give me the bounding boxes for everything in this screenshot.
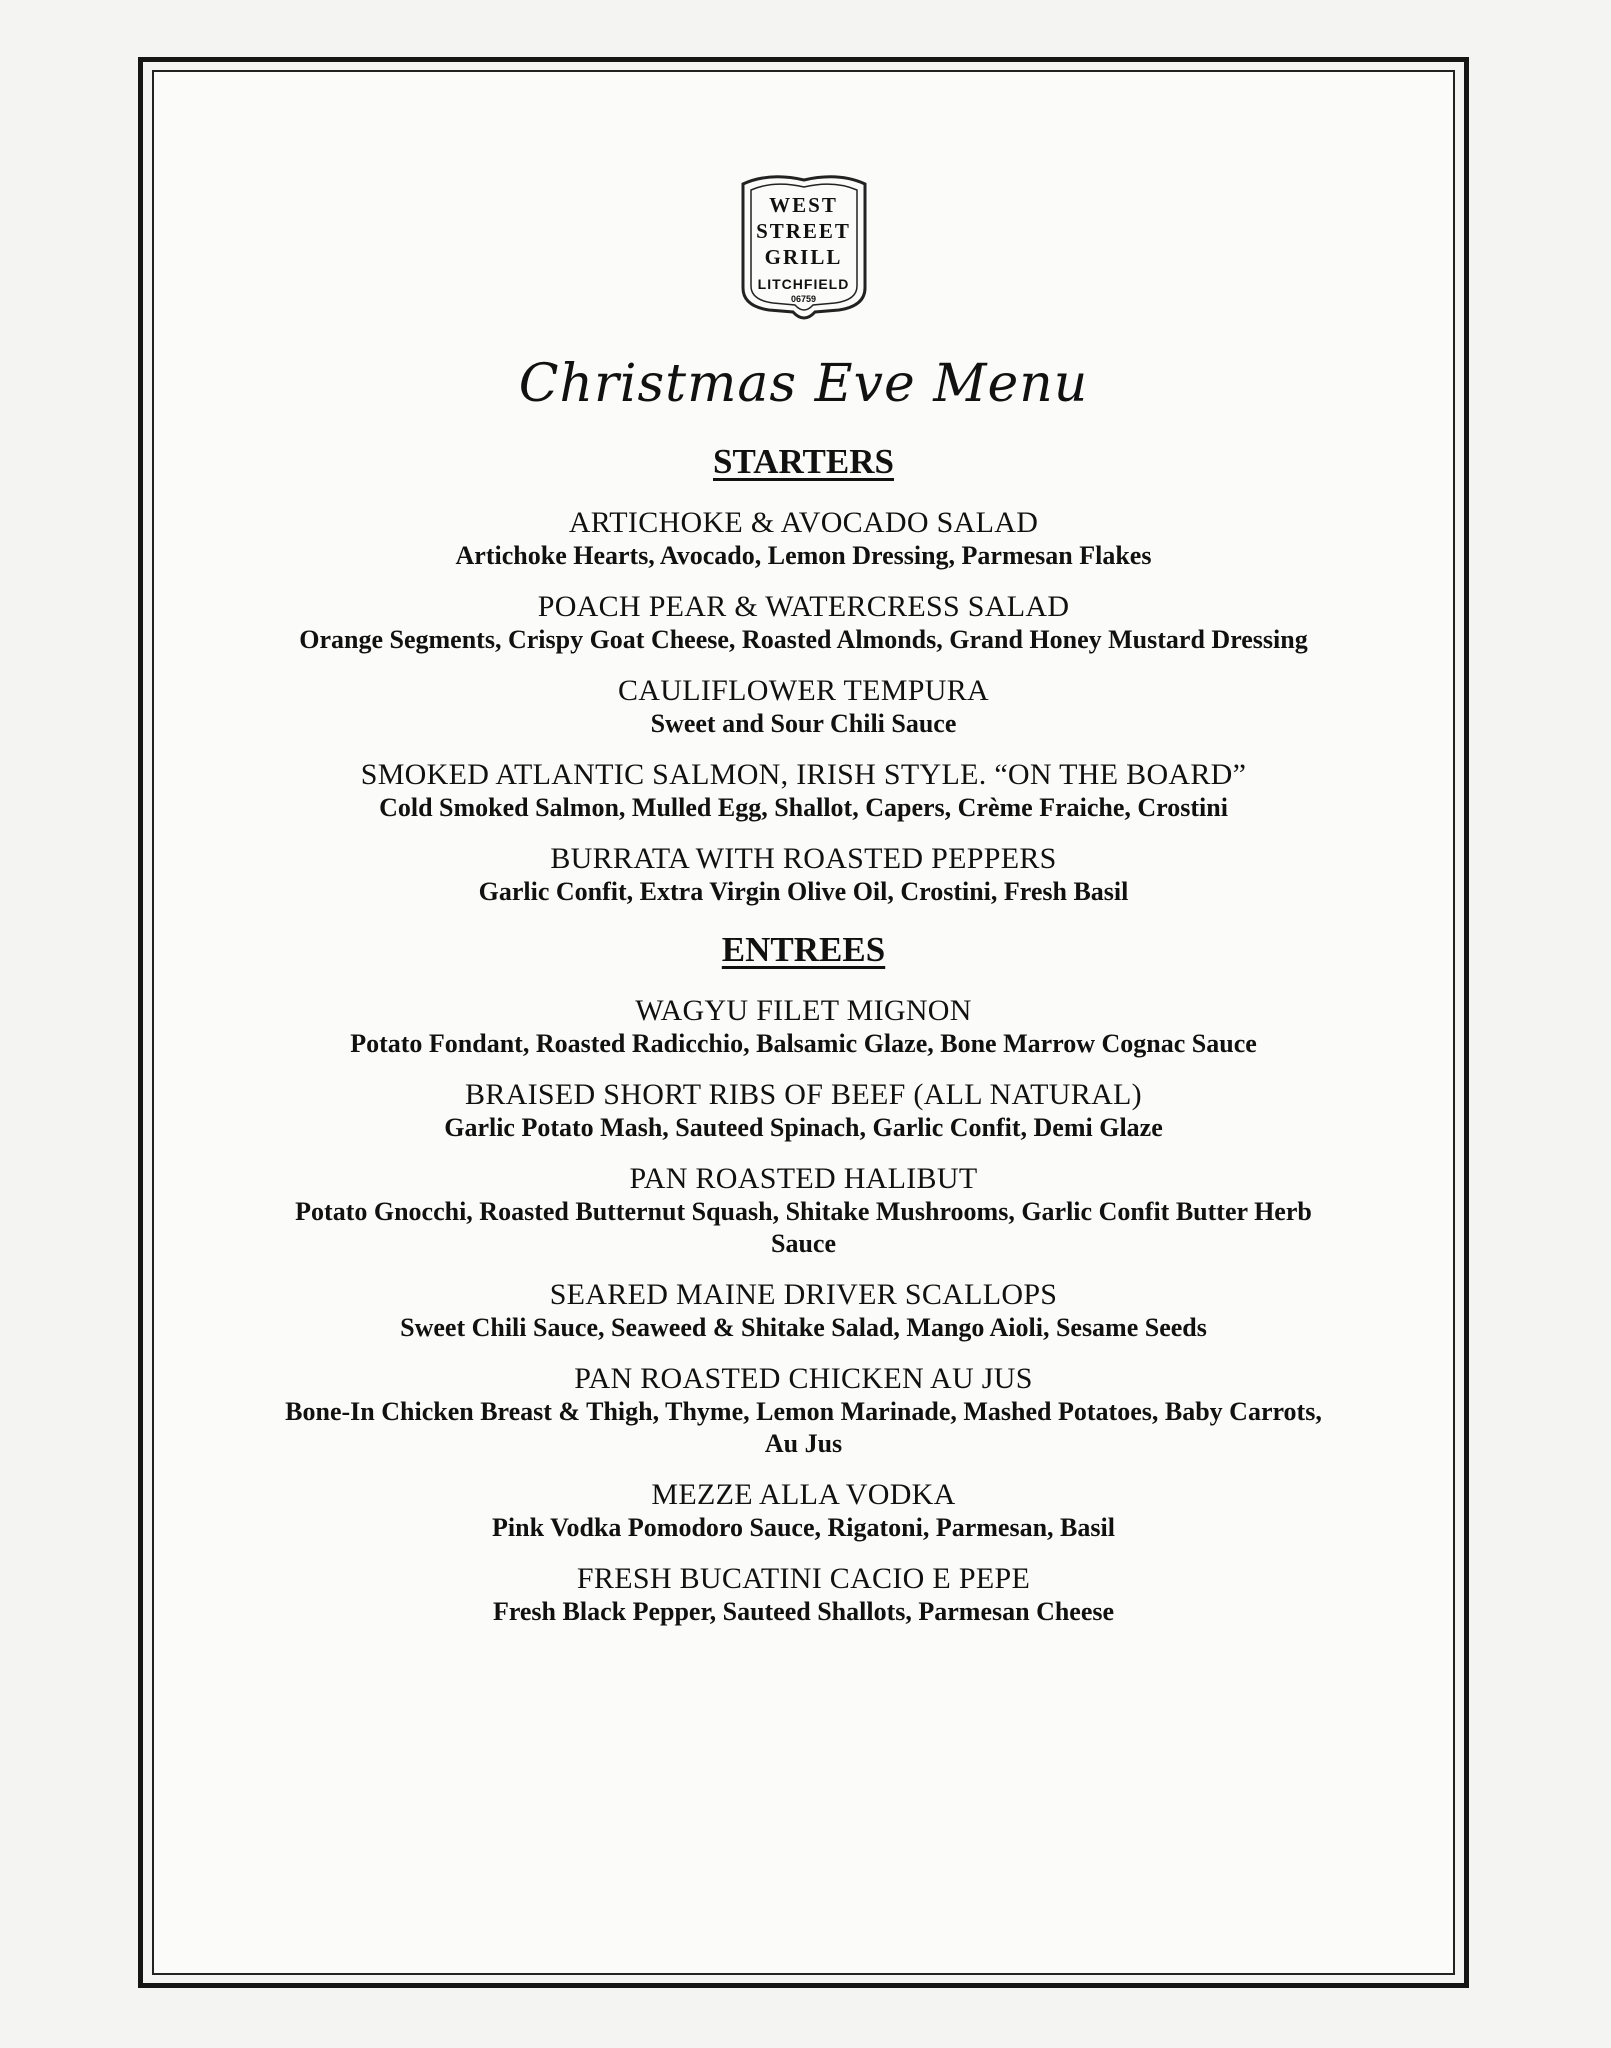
starters-heading: STARTERS [713,442,894,481]
entrees-section [160,928,1447,1628]
menu-content [160,70,1447,1628]
item-name: ARTICHOKE & AVOCADO SALAD [568,506,1039,539]
logo-line-west: WEST [769,193,838,217]
item-name: SMOKED ATLANTIC SALMON, IRISH STYLE. “ON THE BOARD” [360,758,1247,791]
item-name: PAN ROASTED HALIBUT [629,1162,978,1195]
item-description: Potato Fondant, Roasted Radicchio, Balsamic Glaze, Bone Marrow Cognac Sauce [350,1029,1257,1058]
item-description: Fresh Black Pepper, Sauteed Shallots, Parmesan Cheese [492,1597,1115,1626]
entrees-heading: ENTREES [721,930,886,969]
item-description: Orange Segments, Crispy Goat Cheese, Roasted Almonds, Grand Honey Mustard Dressing [299,625,1308,654]
menu-item [160,1278,1447,1344]
item-name: BURRATA WITH ROASTED PEPPERS [550,842,1057,875]
logo-town: LITCHFIELD [757,276,850,292]
item-description: Artichoke Hearts, Avocado, Lemon Dressing, Parmesan Flakes [455,541,1152,570]
item-name: FRESH BUCATINI CACIO E PEPE [576,1562,1031,1595]
menu-title: Christmas Eve Menu [518,354,1089,414]
item-name: BRAISED SHORT RIBS OF BEEF (ALL NATURAL) [465,1078,1142,1111]
item-name: SEARED MAINE DRIVER SCALLOPS [549,1278,1058,1311]
item-description: Sweet and Sour Chili Sauce [650,709,957,738]
item-description: Cold Smoked Salmon, Mulled Egg, Shallot, Capers, Crème Fraiche, Crostini [379,793,1228,822]
menu-item [160,1078,1447,1144]
item-name: PAN ROASTED CHICKEN AU JUS [574,1362,1033,1395]
item-description: Garlic Confit, Extra Virgin Olive Oil, Crostini, Fresh Basil [478,877,1129,906]
item-name: WAGYU FILET MIGNON [635,994,972,1027]
menu-item [160,1362,1447,1460]
logo-line-grill: GRILL [764,245,843,269]
menu-item [160,758,1447,824]
menu-item [160,842,1447,908]
item-description: Potato Gnocchi, Roasted Butternut Squash, Shitake Mushrooms, Garlic Confit Butter Herb Sauce [295,1197,1312,1258]
starters-section [160,440,1447,908]
item-name: POACH PEAR & WATERCRESS SALAD [537,590,1070,623]
menu-item [160,1478,1447,1544]
logo-line-street: STREET [756,219,851,243]
item-description: Garlic Potato Mash, Sauteed Spinach, Garlic Confit, Demi Glaze [444,1113,1163,1142]
menu-item [160,1562,1447,1628]
menu-item [160,994,1447,1060]
menu-item [160,674,1447,740]
item-description: Bone-In Chicken Breast & Thigh, Thyme, Lemon Marinade, Mashed Potatoes, Baby Carrots, Au Jus [285,1397,1322,1458]
item-name: MEZZE ALLA VODKA [651,1478,956,1511]
logo-zip: 06759 [790,294,817,304]
menu-item [160,506,1447,572]
menu-item [160,590,1447,656]
menu-item [160,1162,1447,1260]
item-description: Sweet Chili Sauce, Seaweed & Shitake Salad, Mango Aioli, Sesame Seeds [400,1313,1207,1342]
item-name: CAULIFLOWER TEMPURA [618,674,989,707]
item-description: Pink Vodka Pomodoro Sauce, Rigatoni, Parmesan, Basil [492,1513,1115,1542]
restaurant-logo [729,170,879,328]
